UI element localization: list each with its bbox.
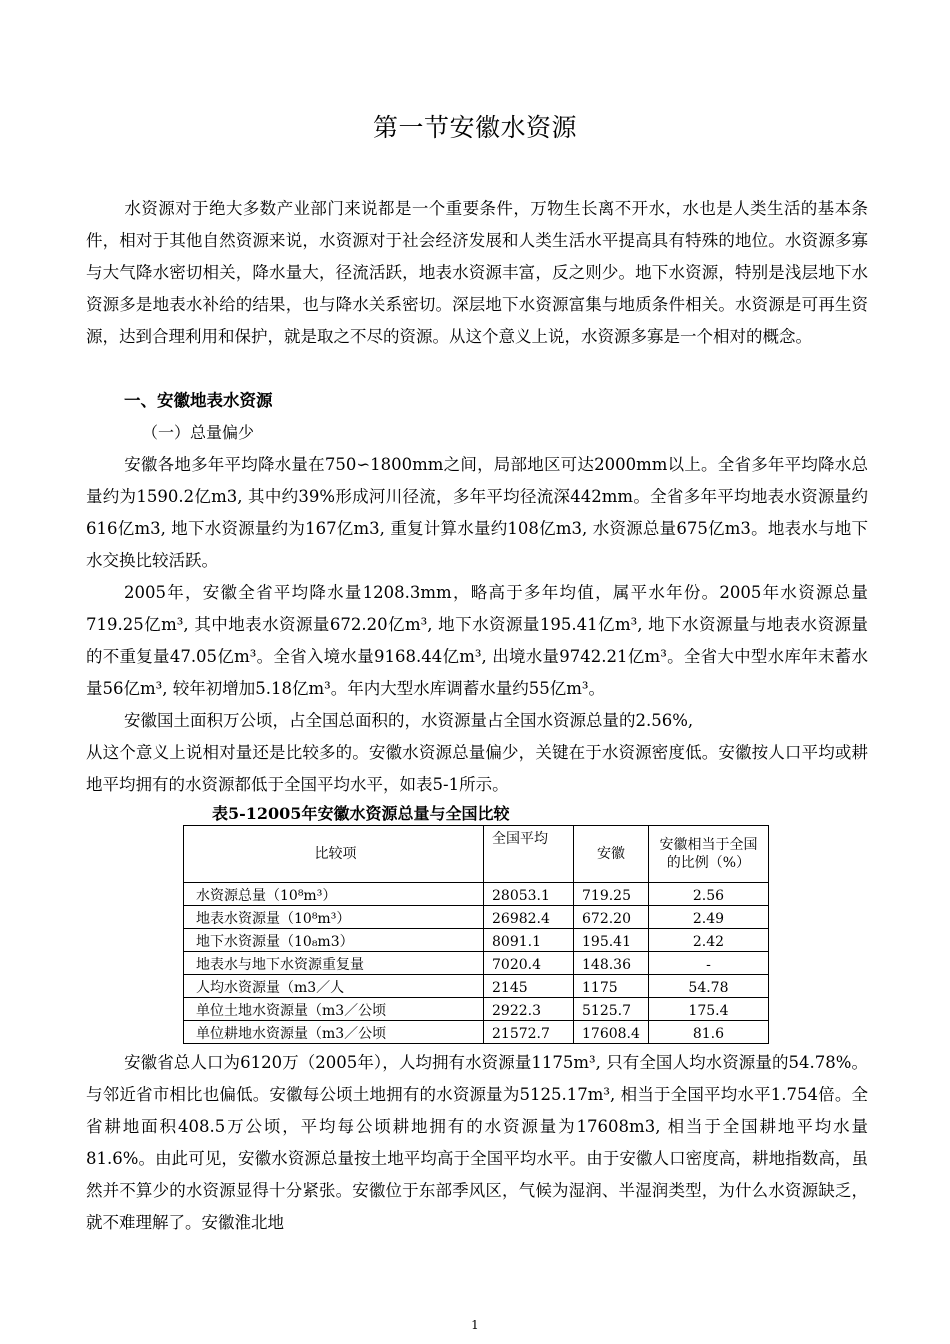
row-label: 单位土地水资源量（m3／公顷	[184, 998, 484, 1021]
table-row	[184, 883, 769, 906]
table-row	[184, 1021, 769, 1044]
table-row	[184, 929, 769, 952]
table-header-row	[184, 826, 769, 883]
anhui-value: 148.36	[574, 952, 649, 975]
precipitation-text: 安徽各地多年平均降水量在750∽1800mm之间，局部地区可达2000mm以上。全省多年平均降水总量约为1590.2亿m3, 其中约39%形成河川径流，多年平均径流深442mm。全省多年平均地表水资源量约616亿m3, 地下水资源量约为167亿m3, 重复计算水量约108亿m3, 水资源总量675亿m3。地表水与地下水交换比较活跃。	[86, 455, 868, 570]
anhui-value: 5125.7	[574, 998, 649, 1021]
table-caption: 表5-12005年安徽水资源总量与全国比较	[212, 804, 510, 823]
anhui-value: 1175	[574, 975, 649, 998]
national-value: 2145	[484, 975, 574, 998]
national-value: 8091.1	[484, 929, 574, 952]
national-value: 21572.7	[484, 1021, 574, 1044]
row-label: 地下水资源量（10₈m3）	[184, 929, 484, 952]
row-label: 地表水资源量（10⁸m³）	[184, 906, 484, 929]
row-label: 地表水与地下水资源重复量	[184, 952, 484, 975]
national-value: 26982.4	[484, 906, 574, 929]
header-ratio: 安徽相当于全国的比例（%）	[648, 826, 768, 883]
year-2005-text: 2005年，安徽全省平均降水量1208.3mm，略高于多年均值，属平水年份。2005年水资源总量719.25亿m³, 其中地表水资源量672.20亿m³, 地下水资源量195.41亿m³, 地下水资源量与地表水资源量的不重复量47.05亿m³。全省入境水量9168.44亿m³, 出境水量9742.21亿m³。全省大中型水库年末蓄水量56亿m³, 较年初增加5.18亿m³。年内大型水库调蓄水量约55亿m³。	[86, 583, 868, 698]
anhui-value: 17608.4	[574, 1021, 649, 1044]
density-text-a: 安徽国土面积万公顷，占全国总面积的，水资源量占全国水资源总量的2.56%,	[124, 711, 694, 730]
table-row	[184, 952, 769, 975]
table-row	[184, 998, 769, 1021]
row-label: 单位耕地水资源量（m3／公顷	[184, 1021, 484, 1044]
anhui-value: 719.25	[574, 883, 649, 906]
density-paragraph	[86, 737, 868, 801]
ratio-value: 54.78	[648, 975, 768, 998]
year-2005-paragraph	[86, 577, 868, 705]
row-label: 水资源总量（10⁸m³）	[184, 883, 484, 906]
intro-paragraph	[86, 193, 868, 353]
ratio-value: 2.42	[648, 929, 768, 952]
anhui-value: 195.41	[574, 929, 649, 952]
ratio-value: 175.4	[648, 998, 768, 1021]
row-label: 人均水资源量（m3／人	[184, 975, 484, 998]
header-item: 比较项	[184, 826, 484, 883]
intro-text: 水资源对于绝大多数产业部门来说都是一个重要条件，万物生长离不开水，水也是人类生活的基本条件，相对于其他自然资源来说，水资源对于社会经济发展和人类生活水平提高具有特殊的地位。水资源多寡与大气降水密切相关，降水量大，径流活跃，地表水资源丰富，反之则少。地下水资源，特别是浅层地下水资源多是地表水补给的结果，也与降水关系密切。深层地下水资源富集与地质条件相关。水资源是可再生资源，达到合理利用和保护，就是取之不尽的资源。从这个意义上说，水资源多寡是一个相对的概念。	[86, 199, 868, 346]
page-title: 第一节安徽水资源	[372, 113, 577, 142]
density-paragraph-first-line	[86, 705, 868, 737]
national-value: 2922.3	[484, 998, 574, 1021]
ratio-value: 2.56	[648, 883, 768, 906]
header-anhui: 安徽	[574, 826, 649, 883]
density-text-b: 从这个意义上说相对量还是比较多的。安徽水资源总量偏少，关键在于水资源密度低。安徽按人口平均或耕地平均拥有的水资源都低于全国平均水平，如表5-1所示。	[86, 743, 868, 794]
table-row	[184, 906, 769, 929]
population-paragraph	[86, 1047, 868, 1239]
ratio-value: 2.49	[648, 906, 768, 929]
header-national-avg: 全国平均	[484, 826, 574, 883]
table-row	[184, 975, 769, 998]
national-value: 7020.4	[484, 952, 574, 975]
comparison-table	[183, 825, 769, 1044]
anhui-value: 672.20	[574, 906, 649, 929]
national-value: 28053.1	[484, 883, 574, 906]
precipitation-paragraph	[86, 449, 868, 577]
ratio-value: -	[648, 952, 768, 975]
ratio-value: 81.6	[648, 1021, 768, 1044]
section-heading: 一、安徽地表水资源	[124, 391, 273, 410]
population-text: 安徽省总人口为6120万（2005年），人均拥有水资源量1175m³, 只有全国人均水资源量的54.78%。与邻近省市相比也偏低。安徽每公顷土地拥有的水资源量为5125.17m³, 相当于全国平均水平1.754倍。全省耕地面积408.5万公顷，平均每公顷耕地拥有的水资源量为17608m3, 相当于全国耕地平均水量81.6%。由此可见，安徽水资源总量按土地平均高于全国平均水平。由于安徽人口密度高，耕地指数高，虽然并不算少的水资源显得十分紧张。安徽位于东部季风区，气候为湿润、半湿润类型，为什么水资源缺乏，就不难理解了。安徽淮北地	[86, 1053, 868, 1232]
page-number: 1	[471, 1318, 479, 1332]
subsection-heading: （一）总量偏少	[142, 423, 255, 442]
